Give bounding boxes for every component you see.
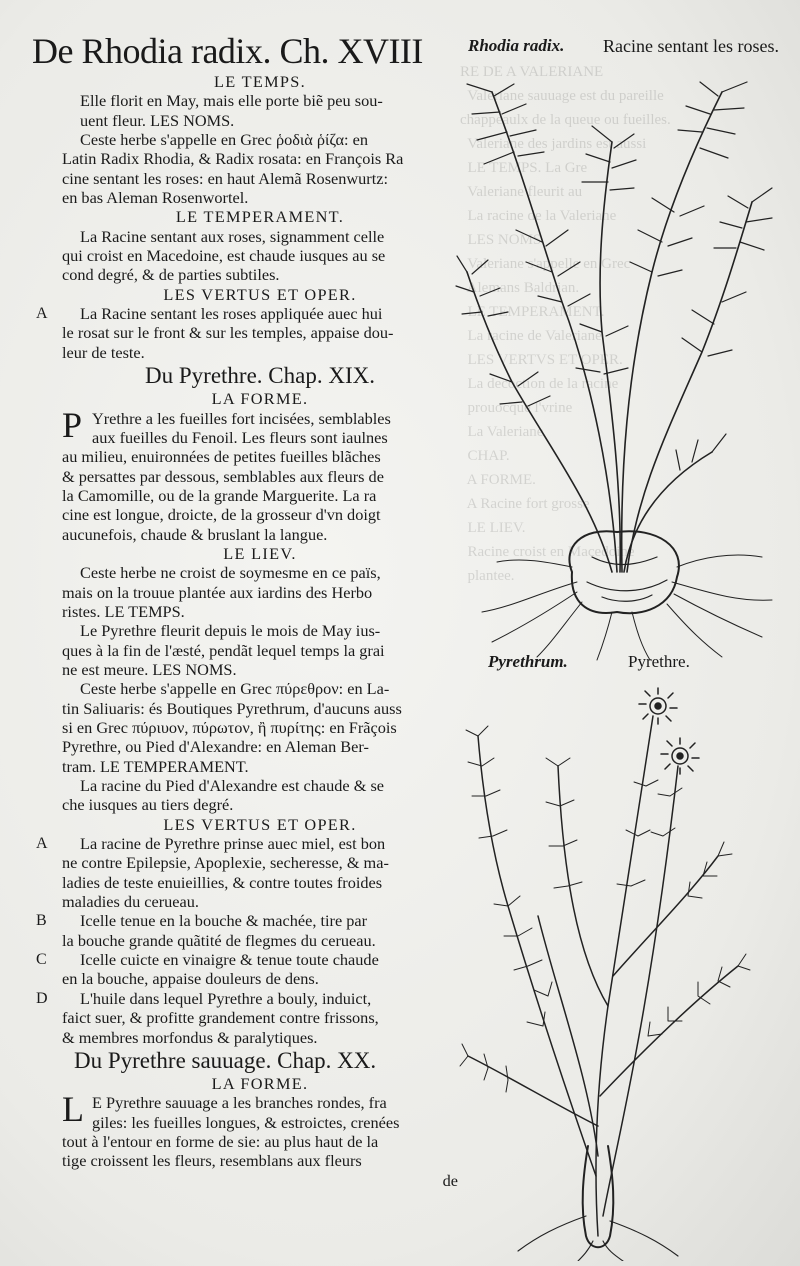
text-column: [36, 72, 458, 1190]
text-line: Ceste herbe ne croist de soymesme en ce païs,: [80, 563, 381, 583]
section-heading: LE TEMPERAMENT.: [175, 207, 345, 227]
figure-title-latin: Rhodia radix.: [468, 36, 565, 55]
chapter-heading: Du Pyrethre sauuage. Chap. XX.: [74, 1047, 377, 1073]
text-line: si en Grec πύριυον, πύρωτον, ἢ πυρίτης: en Frãçois: [62, 718, 397, 737]
flower-heads: [639, 688, 699, 774]
text-line: tram. LE TEMPERAMENT.: [62, 756, 249, 776]
text-line: La Racine sentant les roses appliquée auec hui A: [36, 304, 383, 324]
text-line: & membres morfondus & paralytiques.: [62, 1027, 318, 1047]
text-line: L'huile dans lequel Pyrethre a bouly, induict, D: [36, 988, 372, 1008]
text-line: le rosat sur le front & sur les temples, appaise dou-: [62, 323, 394, 343]
text-line: cine sentant les roses: en haut Alemã Rosenwurtz:: [62, 168, 388, 188]
text-line: Ceste herbe s'appelle en Grec ῥοδιὰ ῥίζα: en: [80, 130, 369, 150]
text-line: Latin Radix Rhodia, & Radix rosata: en François Ra: [62, 149, 404, 169]
text-line-content: E Pyrethre sauuage a les branches rondes, fra: [92, 1093, 387, 1113]
text-line-content: Yrethre a les fueilles fort incisées, semblables: [92, 408, 391, 428]
pyrethrum-woodcut: [448, 676, 768, 1261]
text-line: La racine du Pied d'Alexandre est chaude & se: [80, 776, 385, 796]
chapter-heading: Du Pyrethre. Chap. XIX.: [145, 363, 375, 389]
section-heading: LES VERTUS ET OPER.: [163, 814, 357, 834]
text-line: au milieu, enuironnées de petites fueilles blãches: [62, 447, 381, 467]
rhodia-radix-woodcut: [452, 52, 792, 662]
text-line: cond degré, & de parties subtiles.: [62, 265, 280, 285]
text-line: tin Saliuaris: és Boutiques Pyrethrum, d'aucuns auss: [62, 698, 402, 718]
page-heading: De Rhodia radix. Ch. XVIII: [32, 31, 423, 71]
text-line: qui croist en Macedoine, est chaude iusques au se: [62, 246, 386, 266]
text-line: Ceste herbe s'appelle en Grec πύρεθρον: en La-: [80, 679, 390, 699]
section-heading: LA FORME.: [211, 1073, 309, 1093]
text-line: ques à la fin de l'æsté, pendãt lequel temps la grai: [62, 640, 385, 660]
margin-letter: A: [36, 835, 48, 853]
section-heading: LA FORME.: [211, 389, 309, 409]
figure-title-french: Racine sentant les roses.: [603, 36, 779, 56]
section-heading: LES VERTUS ET OPER.: [163, 284, 357, 304]
text-line: uent fleur. LES NOMS.: [80, 110, 235, 130]
text-line: la Camomille, ou de la grande Marguerite. La ra: [62, 485, 377, 505]
text-line: cine est longue, droicte, de la grosseur d'vn doigt: [62, 505, 381, 525]
text-line: giles: les fueilles longues, & estroictes, crenées: [92, 1112, 400, 1132]
caption-french: Pyrethre.: [628, 652, 690, 671]
text-line: de: [442, 1170, 458, 1190]
text-line: tout à l'entour en forme de sie: au plus haut de la: [62, 1131, 379, 1151]
text-line: Pyrethre, ou Pied d'Alexandre: en Aleman Ber-: [62, 737, 369, 757]
text-line: & persattes par dessous, semblables aux fleurs de: [62, 466, 384, 486]
text-line: en la bouche, appaise douleurs de dens.: [62, 969, 319, 989]
text-line: maladies du cerueau.: [62, 892, 199, 912]
text-line: la bouche grande quãtité de flegmes du cerueau.: [62, 930, 376, 950]
text-line: Le Pyrethre fleurit depuis le mois de May ius-: [80, 621, 381, 641]
bleed-through-text: RE DE A VALERIANE Valeriane sauuage est du pareille chappeaulx de la queue ou fueilles. Valeriane des jardins est aussi LE TEMPS. La Gre Valeriane fleurit au La racine de la Valeriane LES NOMS. Valeriane s'appelle en Grec Alemans Baldrian. LE TEMPERAMENT. La racine de Valeriane LES VERTVS ET OPER. La decoction de la racine prouocque l'vrine La Valeriane CHAP. A FORME. A Racine fort grosse LE LIEV. Racine croist en Macedoine plantee.: [460, 64, 671, 584]
text-line: leur de teste.: [62, 342, 145, 362]
section-heading: LE LIEV.: [223, 543, 297, 563]
caption-latin: Pyrethrum.: [488, 652, 568, 671]
text-line: ne contre Epilepsie, Apoplexie, secheresse, & ma-: [62, 853, 389, 873]
text-line: La Racine sentant aux roses, signamment celle: [80, 226, 385, 246]
margin-letter: C: [36, 951, 47, 969]
margin-letter: A: [36, 305, 48, 323]
text-line: Icelle cuicte en vinaigre & tenue toute chaude C: [36, 950, 379, 970]
margin-letter: D: [36, 989, 48, 1007]
section-heading: LE TEMPS.: [214, 72, 306, 91]
margin-letter: B: [36, 912, 47, 930]
text-line: ristes. LE TEMPS.: [62, 601, 185, 621]
text-line: che iusques au tiers degré.: [62, 795, 234, 815]
text-line: Elle florit en May, mais elle porte biẽ peu sou-: [80, 91, 383, 111]
text-line: faict suer, & profitte grandement contre frissons,: [62, 1008, 379, 1028]
drop-capital: L: [62, 1089, 84, 1130]
text-line: aucunefois, chaude & bruslant la langue.: [62, 524, 328, 544]
text-line: ne est meure. LES NOMS.: [62, 659, 237, 679]
drop-capital: P: [62, 404, 83, 445]
text-line: La racine de Pyrethre prinse auec miel, est bon A: [36, 834, 386, 854]
text-line: Icelle tenue en la bouche & machée, tire par B: [36, 911, 368, 931]
text-line: ladies de teste enuieillies, & contre toutes froides: [62, 872, 383, 892]
text-line: en bas Aleman Rosenwortel.: [62, 188, 249, 208]
text-line: mais on la trouue plantée aux iardins des Herbo: [62, 582, 373, 602]
text-line: aux fueilles du Fenoil. Les fleurs sont iaulnes: [92, 427, 388, 447]
text-line: tige croissent les fleurs, resemblans aux fleurs: [62, 1151, 362, 1171]
